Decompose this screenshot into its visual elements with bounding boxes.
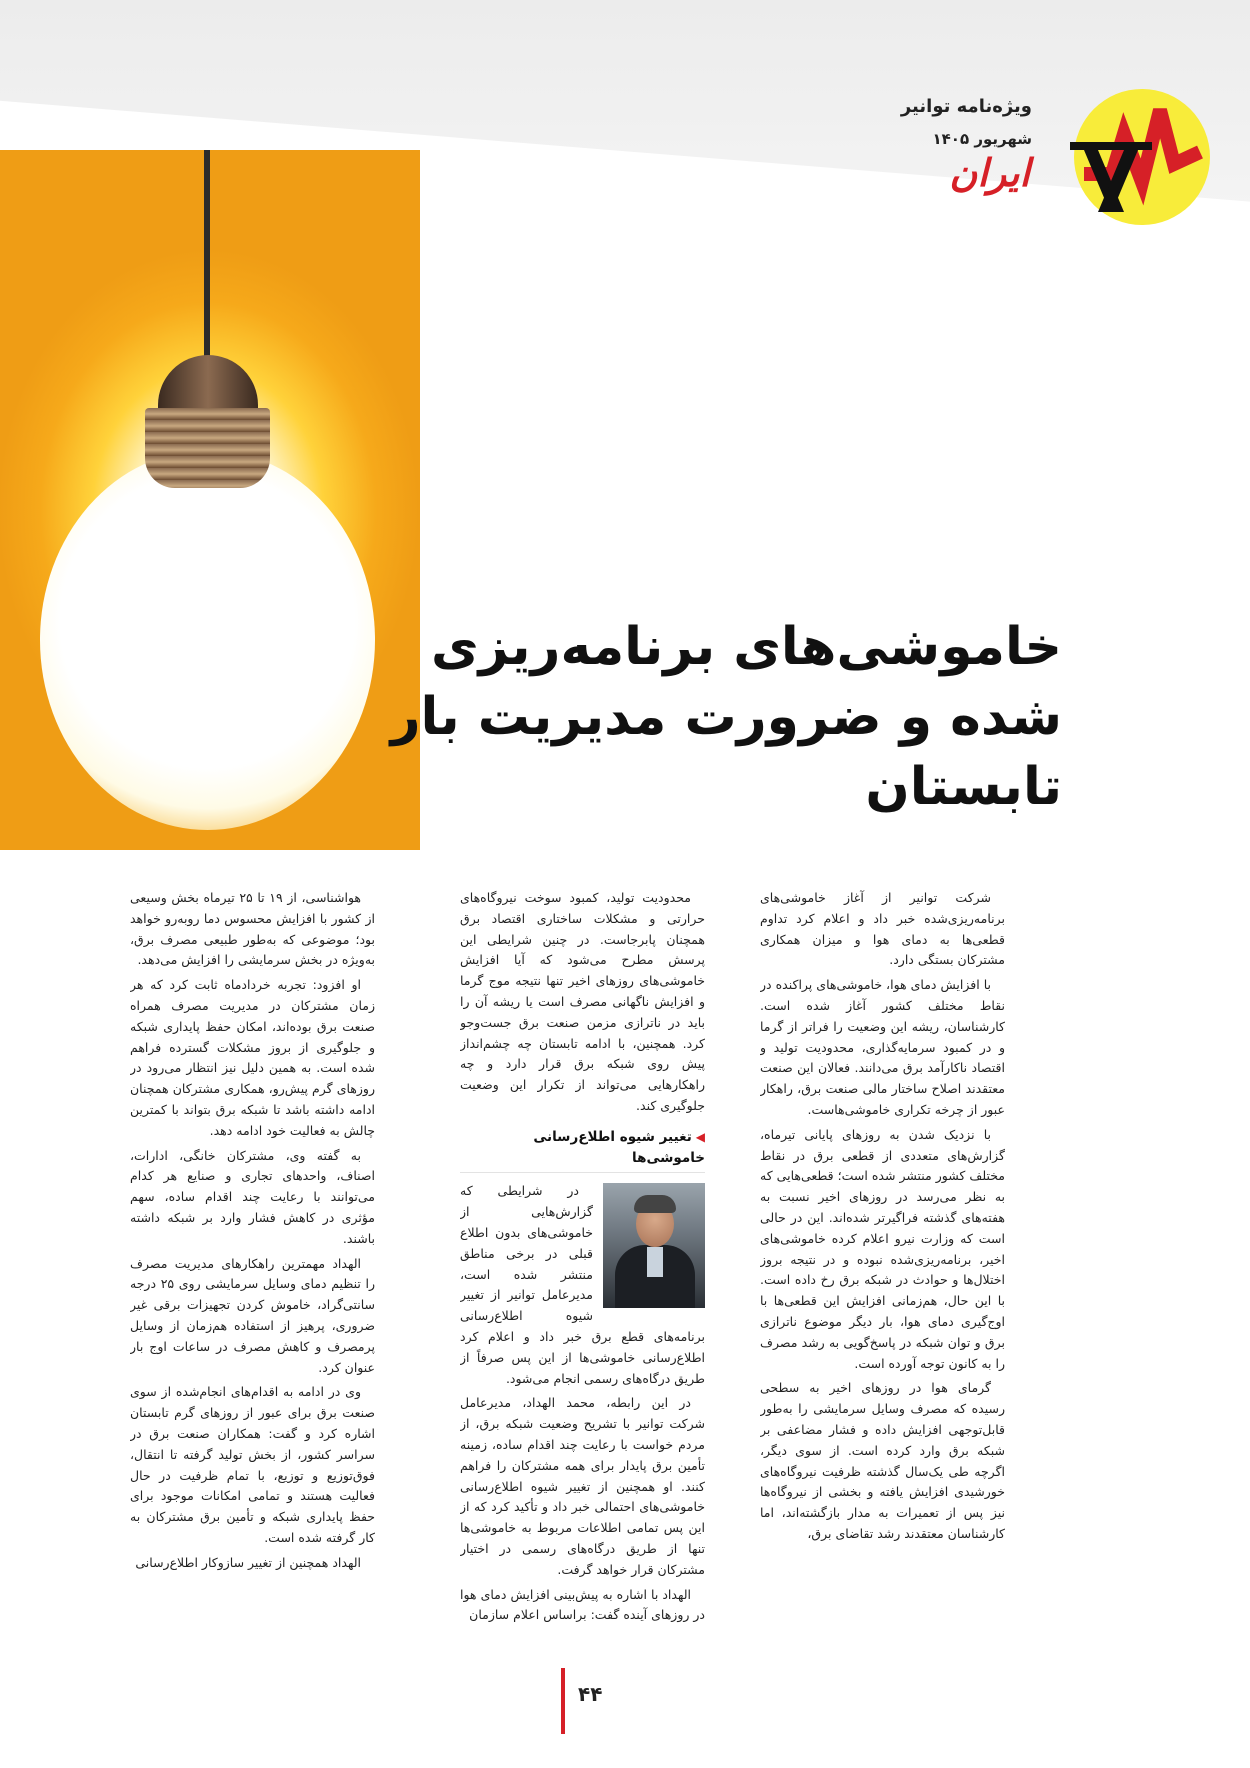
issue-date: شهریور ۱۴۰۵ bbox=[932, 130, 1032, 148]
section-subhead bbox=[460, 1127, 705, 1174]
paragraph: شرکت توانیر از آغاز خاموشی‌های برنامه‌ریزی‌شده خبر داد و اعلام کرد تداوم قطعی‌ها به دمای هوا و میزان همکاری مشترکان بستگی دارد. bbox=[760, 890, 1005, 968]
paragraph: الهداد همچنین از تغییر سازوکار اطلاع‌رسانی bbox=[135, 1554, 361, 1570]
headline-line: تابستان bbox=[865, 757, 1062, 817]
paragraph: محدودیت تولید، کمبود سوخت نیروگاه‌های حرارتی و مشکلات ساختاری اقتصاد برق همچنان پابرجاست. در چنین شرایطی این پرسش مطرح می‌شود که آیا افزایش خاموشی‌های روزهای اخیر تنها نتیجه موج گرما و افزایش ناگهانی مصرف است یا ریشه آن را باید در ناترازی مزمن صنعت برق جست‌وجو کرد. همچنین، با ادامه تابستان چه چشم‌انداز پیش روی شبکه برق قرار دارد و چه راهکارهایی می‌تواند از تکرار این وضعیت جلوگیری کند. bbox=[460, 890, 705, 1113]
headline-line: خاموشی‌های برنامه‌ریزی bbox=[430, 617, 1062, 677]
paragraph: هواشناسی، از ۱۹ تا ۲۵ تیرماه بخش وسیعی از کشور با افزایش محسوس دما روبه‌رو خواهد بود؛ موضوعی که به‌طور طبیعی مصرف برق، به‌ویژه در بخش سرمایشی را افزایش می‌دهد. bbox=[130, 890, 375, 968]
ceo-portrait bbox=[603, 1183, 705, 1308]
bulb-glass bbox=[40, 450, 375, 830]
paragraph: با نزدیک شدن به روزهای پایانی تیرماه، گزارش‌های متعددی از قطعی برق در نقاط مختلف کشور منتشر شده است؛ قطعی‌هایی که به نظر می‌رسد در روزهای اخیر نسبت به هفته‌های گذشته فراگیرتر شده‌اند. این در حالی است که وزارت نیرو اعلام کرده خاموشی‌های اخیر، برنامه‌ریزی‌شده نبوده و در نتیجه بروز اختلال‌ها و حوادث در شبکه برق رخ داده است. با این حال، هم‌زمانی افزایش این قطعی‌ها با اوج‌گیری دمای هوا، بار دیگر موضوع ناترازی برق و توان شبکه در پاسخ‌گویی به رشد مصرف را به کانون توجه آورده است. bbox=[760, 1126, 1005, 1371]
brand-name: ایران bbox=[949, 150, 1030, 195]
paragraph: به گفته وی، مشترکان خانگی، ادارات، اصناف، واحدهای تجاری و صنایع هر کدام می‌توانند با رعایت چند اقدام ساده، سهم مؤثری در کاهش فشار وارد بر شبکه داشته باشند. bbox=[130, 1147, 375, 1246]
headline-line: شده و ضرورت مدیریت بار bbox=[390, 687, 1062, 747]
page-number: ۴۴ bbox=[578, 1682, 603, 1706]
bulb-base bbox=[145, 408, 270, 488]
article-column-left bbox=[130, 888, 375, 1628]
page-number-rule bbox=[561, 1668, 565, 1734]
article-column-middle bbox=[460, 888, 705, 1628]
paragraph: او افزود: تجربه خردادماه ثابت کرد که هر زمان مشترکان در مدیریت مصرف همراه صنعت برق بوده‌اند، امکان حفظ پایداری شبکه و جلوگیری از بروز مشکلات گسترده فراهم شده است. به همین دلیل نیز انتظار می‌رود در روزهای گرم پیش‌رو، همکاری مشترکان همچنان ادامه داشته باشد تا شبکه برق بتواند با کمترین چالش به فعالیت خود ادامه دهد. bbox=[130, 977, 375, 1138]
subhead-text: تغییر شیوه اطلاع‌رسانی خاموشی‌ها bbox=[533, 1128, 705, 1166]
paragraph: گرمای هوا در روزهای اخیر به سطحی رسیده که مصرف وسایل سرمایشی را به‌طور قابل‌توجهی افزایش داده و فشار مضاعفی بر شبکه برق وارد کرده است. از سوی دیگر، اگرچه طی یک‌سال گذشته ظرفیت نیروگاه‌های خورشیدی افزایش یافته و بخشی از نیروگاه‌ها نیز پس از تعمیرات به مدار بازگشته‌اند، اما کارشناسان معتقدند رشد تقاضای برق، bbox=[760, 1380, 1005, 1541]
paragraph: الهداد مهمترین راهکارهای مدیریت مصرف را تنظیم دمای وسایل سرمایشی روی ۲۵ درجه سانتی‌گراد، خاموش کردن تجهیزات برقی غیر ضروری، پرهیز از استفاده هم‌زمان از وسایل پرمصرف و کاهش مصرف در ساعات اوج بار عنوان کرد. bbox=[130, 1255, 375, 1375]
paragraph: با افزایش دمای هوا، خاموشی‌های پراکنده در نقاط مختلف کشور آغاز شده است. کارشناسان، ریشه این وضعیت را فراتر از گرما و در کمبود سرمایه‌گذاری، محدودیت تولید و اقتصاد ناکارآمد برق می‌دانند. فعالان این صنعت معتقدند اصلاح ساختار مالی صنعت برق، راهکار عبور از چرخه تکراری خاموشی‌هاست. bbox=[760, 977, 1005, 1117]
paragraph: در شرایطی که گزارش‌هایی از خاموشی‌های بدون اطلاع قبلی در برخی مناطق منتشر شده است، مدیرعامل توانیر از تغییر شیوه اطلاع‌رسانی برنامه‌های قطع برق خبر داد و اعلام کرد اطلاع‌رسانی خاموشی‌ها از این پس صرفاً از طریق درگاه‌های رسمی انجام می‌شود. bbox=[460, 1183, 705, 1386]
paragraph: وی در ادامه به اقدام‌های انجام‌شده از سوی صنعت برق برای عبور از روزهای گرم تابستان اشاره کرد و گفت: همکاران صنعت برق در سراسر کشور، از بخش تولید گرفته تا انتقال، فوق‌توزیع و توزیع، با تمام ظرفیت در حال فعالیت هستند و تمامی امکانات موجود برای حفظ پایداری شبکه و تأمین برق مشترکان به کار گرفته شده است. bbox=[130, 1384, 375, 1545]
paragraph: الهداد با اشاره به پیش‌بینی افزایش دمای هوا در روزهای آینده گفت: براساس اعلام سازمان bbox=[460, 1586, 705, 1623]
bulb-cord bbox=[204, 150, 210, 360]
magazine-title: ویژه‌نامه توانیر bbox=[900, 96, 1032, 117]
portrait-shirt bbox=[647, 1247, 663, 1277]
portrait-hair bbox=[634, 1195, 676, 1213]
paragraph: در این رابطه، محمد الهداد، مدیرعامل شرکت توانیر با تشریح وضعیت شبکه برق، از مردم خواست با رعایت چند اقدام ساده، زمینه تأمین برق پایدار برای همه مشترکان را فراهم کنند. او همچنین از تغییر شیوه اطلاع‌رسانی خاموشی‌های احتمالی خبر داد و تأکید کرد که از این پس تمامی اطلاعات مربوط به خاموشی‌ها تنها از طریق درگاه‌های رسمی در اختیار مشترکان قرار خواهد گرفت. bbox=[460, 1395, 705, 1577]
subhead-marker-icon: ◀ bbox=[695, 1129, 705, 1144]
tavanir-logo-icon bbox=[1062, 82, 1212, 232]
headline bbox=[390, 612, 1062, 822]
bulb-socket bbox=[158, 355, 258, 415]
light-bulb-photo bbox=[0, 150, 420, 850]
article-column-right bbox=[760, 888, 1005, 1628]
